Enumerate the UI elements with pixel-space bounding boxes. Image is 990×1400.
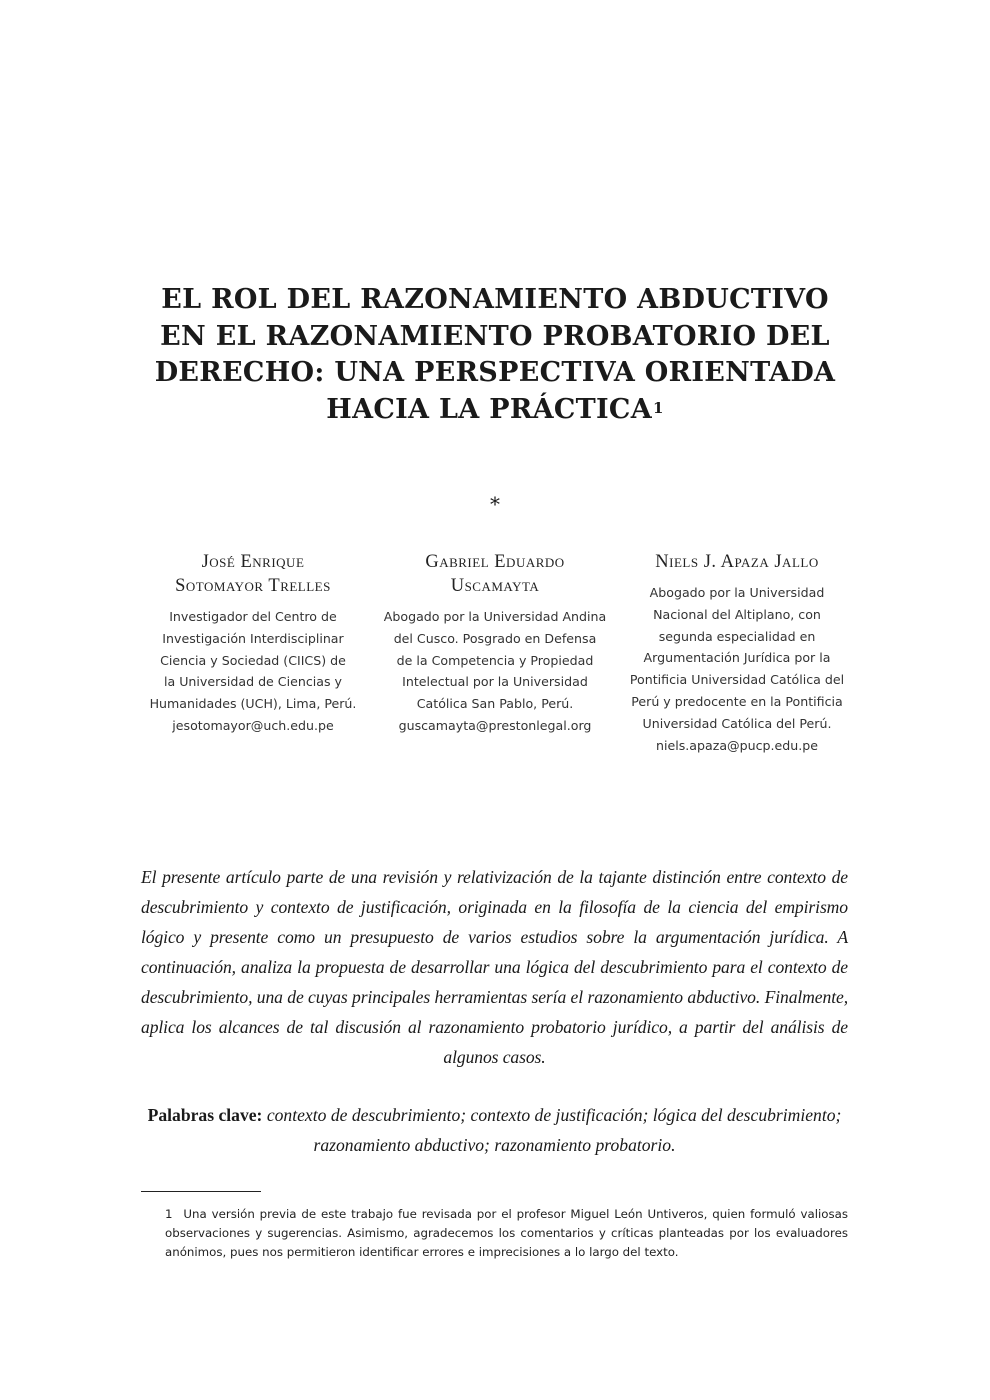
title-line: DERECHO: UNA PERSPECTIVA ORIENTADA: [154, 357, 836, 388]
author-affiliation: [380, 606, 610, 737]
author-email: jesotomayor@uch.edu.pe: [172, 717, 334, 733]
affiliation-line: Universidad Católica del Perú.: [642, 715, 832, 731]
author-block-3: [626, 550, 848, 756]
author-affiliation: [626, 582, 848, 756]
author-name-line: Gabriel Eduardo: [425, 552, 565, 572]
author-name: [142, 550, 364, 598]
affiliation-line: Perú y predocente en la Pontificia: [631, 693, 843, 709]
footnote-text: Una versión previa de este trabajo fue revisada por el profesor Miguel León Untiveros, quien formuló valiosas observaciones y sugerencias. Asimismo, agradecemos los comentarios y críticas planteadas por los evaluadores anónimos, pues nos permitieron identificar errores e imprecisiones a lo largo del texto.: [165, 1207, 848, 1259]
affiliation-line: Ciencia y Sociedad (CIICS) de: [160, 652, 346, 668]
author-name-line: Uscamayta: [450, 576, 540, 596]
keywords-text: contexto de descubrimiento; contexto de justificación; lógica del descubrimiento; razonamiento abductivo; razonamiento probatorio.: [266, 1105, 842, 1155]
title-line: EL ROL DEL RAZONAMIENTO ABDUCTIVO: [161, 284, 829, 315]
affiliation-line: Católica San Pablo, Perú.: [416, 696, 574, 712]
author-block-2: [380, 550, 610, 737]
author-email: guscamayta@prestonlegal.org: [398, 717, 592, 733]
footnote-divider: [141, 1191, 261, 1192]
affiliation-line: Abogado por la Universidad: [649, 585, 825, 600]
author-block-1: [142, 550, 364, 737]
affiliation-line: Pontificia Universidad Católica del: [629, 672, 845, 688]
author-name: [380, 550, 610, 598]
affiliation-line: Nacional del Altiplano, con: [653, 606, 821, 622]
title-footnote-mark: 1: [652, 398, 664, 417]
footnote: [165, 1205, 848, 1262]
affiliation-line: Intelectual por la Universidad: [402, 674, 588, 690]
author-name-line: José Enrique: [201, 552, 305, 572]
author-name-line: Niels J. Apaza Jallo: [655, 552, 819, 572]
footnote-number: 1: [165, 1207, 173, 1221]
abstract: El presente artículo parte de una revisión y relativización de la tajante distinción entre contexto de descubrimiento y contexto de justificación, originada en la filosofía de la ciencia del empirismo lógico y presente como un presupuesto de varios estudios sobre la argumentación jurídica. A continuación, analiza la propuesta de desarrollar una lógica del descubrimiento para el contexto de descubrimiento, una de cuyas principales herramientas sería el razonamiento abductivo. Finalmente, aplica los alcances de tal discusión al razonamiento probatorio jurídico, a partir del análisis de algunos casos.: [141, 867, 848, 1067]
title-line-text: HACIA LA PRÁCTICA: [326, 393, 652, 425]
affiliation-line: del Cusco. Posgrado en Defensa: [393, 630, 597, 646]
section-separator: *: [490, 492, 500, 516]
article-title: [140, 282, 850, 428]
affiliation-line: la Universidad de Ciencias y: [164, 674, 342, 690]
keywords-label: Palabras clave:: [147, 1105, 263, 1125]
affiliation-line: de la Competencia y Propiedad: [396, 652, 594, 668]
author-email: niels.apaza@pucp.edu.pe: [655, 737, 818, 753]
title-line: EN EL RAZONAMIENTO PROBATORIO DEL: [160, 320, 830, 352]
keywords: [141, 1100, 848, 1160]
author-name-line: Sotomayor Trelles: [175, 576, 331, 596]
affiliation-line: Humanidades (UCH), Lima, Perú.: [149, 696, 357, 712]
affiliation-line: Investigación Interdisciplinar: [162, 630, 344, 646]
title-line-last: [140, 392, 850, 429]
affiliation-line: segunda especialidad en: [658, 628, 816, 644]
author-affiliation: [142, 606, 364, 737]
affiliation-line: Abogado por la Universidad Andina: [383, 609, 607, 624]
affiliation-line: Investigador del Centro de: [169, 609, 337, 624]
author-name: [626, 550, 848, 574]
affiliation-line: Argumentación Jurídica por la: [643, 650, 831, 666]
